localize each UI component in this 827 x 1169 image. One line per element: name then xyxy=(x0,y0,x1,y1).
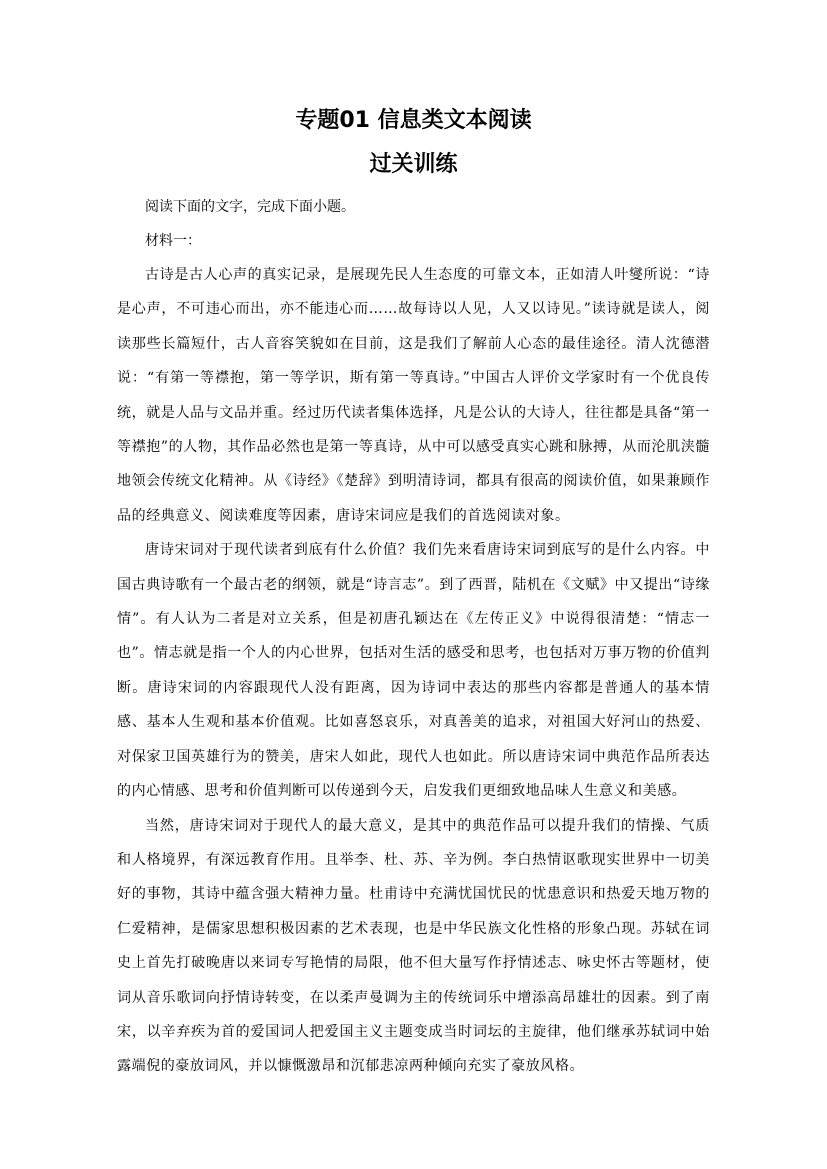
document-title: 专题01 信息类文本阅读 xyxy=(295,108,532,133)
material-label: 材料一： xyxy=(145,233,201,249)
document-subtitle: 过关训练 xyxy=(369,152,458,177)
paragraph-1: 古诗是古人心声的真实记录，是展现先民人生态度的可靠文本，正如清人叶燮所说：“诗是心声，不可违心而出，亦不能违心而……故每诗以人见，人又以诗见。”读诗就是读人，阅读那些长篇短什，古人音容笑貌如在目前，这是我们了解前人心态的最佳途径。清人沈德潜说：“有第一等襟抱，第一等学识，斯有第一等真诗。”中国古人评价文学家时有一个优良传统，就是人品与文品并重。经过历代读者集体选择，凡是公认的大诗人，往往都是具备“第一等襟抱”的人物，其作品必然也是第一等真诗，从中可以感受真实心跳和脉搏，从而沦肌浃髓地领会传统文化精神。从《诗经》《楚辞》到明清诗词，都具有很高的阅读价值，如果兼顾作品的经典意义、阅读难度等因素，唐诗宋词应是我们的首选阅读对象。 xyxy=(117,267,710,524)
document-body xyxy=(117,190,710,1084)
instruction-text: 阅读下面的文字，完成下面小题。 xyxy=(145,199,355,215)
paragraph-3: 当然，唐诗宋词对于现代人的最大意义，是其中的典范作品可以提升我们的情操、气质和人格境界，有深远教育作用。且举李、杜、苏、辛为例。李白热情讴歌现实世界中一切美好的事物，其诗中蕴含强大精神力量。杜甫诗中充满忧国忧民的忧患意识和热爱天地万物的仁爱精神，是儒家思想积极因素的艺术表现，也是中华民族文化性格的形象凸现。苏轼在词史上首先打破晚唐以来词专写艳情的局限，他不但大量写作抒情述志、咏史怀古等题材，使词从音乐歌词向抒情诗转变，在以柔声曼调为主的传统词乐中增添高昂雄壮的因素。到了南宋，以辛弃疾为首的爱国词人把爱国主义主题变成当时词坛的主旋律，他们继承苏轼词中始露端倪的豪放词风，并以慷慨激昂和沉郁悲凉两种倾向充实了豪放风格。 xyxy=(117,817,710,1075)
paragraph-2: 唐诗宋词对于现代读者到底有什么价值？我们先来看唐诗宋词到底写的是什么内容。中国古典诗歌有一个最古老的纲领，就是“诗言志”。到了西晋，陆机在《文赋》中又提出“诗缘情”。有人认为二者是对立关系，但是初唐孔颖达在《左传正义》中说得很清楚：“情志一也”。情志就是指一个人的内心世界，包括对生活的感受和思考，也包括对万事万物的价值判断。唐诗宋词的内容跟现代人没有距离，因为诗词中表达的那些内容都是普通人的基本情感、基本人生观和基本价值观。比如喜怒哀乐，对真善美的追求，对祖国大好河山的热爱、对保家卫国英雄行为的赞美，唐宋人如此，现代人也如此。所以唐诗宋词中典范作品所表达的内心情感、思考和价值判断可以传递到今天，启发我们更细致地品味人生意义和美感。 xyxy=(117,542,710,800)
